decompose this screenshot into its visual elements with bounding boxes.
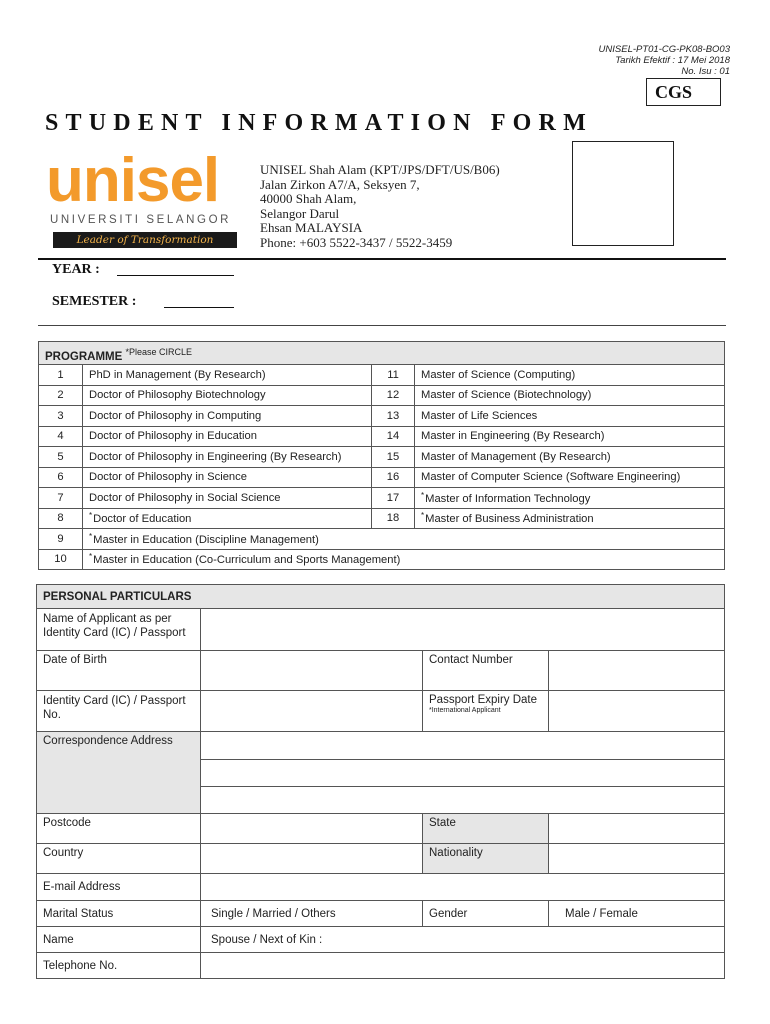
table-row — [37, 844, 725, 874]
table-row — [39, 467, 725, 488]
table-row — [37, 691, 725, 732]
programme-option[interactable]: Master of Science (Computing) — [415, 365, 725, 386]
logo-wordmark: unisel — [46, 146, 220, 215]
programme-number: 11 — [372, 365, 415, 386]
address-line: Jalan Zirkon A7/A, Seksyen 7, — [260, 176, 420, 192]
programme-heading — [39, 342, 725, 365]
logo-subtitle: UNIVERSITI SELANGOR — [50, 214, 232, 226]
effective-date: Tarikh Efektif : 17 Mei 2018 — [615, 55, 730, 66]
programme-number: 7 — [39, 488, 83, 509]
year-label: YEAR : — [52, 262, 100, 277]
table-row — [37, 953, 725, 979]
phone-line: Phone: +603 5522-3437 / 5522-3459 — [260, 234, 453, 250]
university-address — [260, 163, 500, 251]
programme-number: 14 — [372, 426, 415, 447]
address-line: UNISEL Shah Alam (KPT/JPS/DFT/US/B06) — [260, 162, 500, 177]
table-row — [39, 447, 725, 468]
programme-option[interactable] — [415, 488, 725, 509]
nationality-field[interactable] — [549, 844, 725, 874]
document-reference — [599, 44, 730, 77]
asterisk-marker: * — [89, 511, 93, 521]
name-label: Name of Applicant as per Identity Card (IC) / Passport — [37, 609, 201, 651]
table-row — [39, 549, 725, 570]
address-line: Ehsan MALAYSIA — [260, 220, 363, 236]
table-row — [37, 927, 725, 953]
marital-label: Marital Status — [37, 901, 201, 927]
programme-number: 17 — [372, 488, 415, 509]
spouse-field[interactable]: Spouse / Next of Kin : — [201, 927, 725, 953]
postcode-label: Postcode — [37, 814, 201, 844]
programme-option-text: Master in Education (Co-Curriculum and Sports Management) — [93, 554, 401, 567]
country-field[interactable] — [201, 844, 423, 874]
programme-option[interactable]: Master of Science (Biotechnology) — [415, 385, 725, 406]
telephone-field[interactable] — [201, 953, 725, 979]
programme-number: 1 — [39, 365, 83, 386]
programme-option[interactable]: Doctor of Philosophy in Education — [83, 426, 372, 447]
programme-option[interactable]: Doctor of Philosophy in Engineering (By Research) — [83, 447, 372, 468]
table-row — [39, 529, 725, 550]
programme-header — [39, 342, 725, 365]
doc-code: UNISEL-PT01-CG-PK08-BO03 — [598, 44, 730, 55]
programme-number: 15 — [372, 447, 415, 468]
personal-particulars-table — [36, 584, 725, 979]
issue-number: No. Isu : 01 — [681, 66, 730, 77]
international-note: *International Applicant — [429, 707, 501, 714]
table-row — [39, 426, 725, 447]
programme-option[interactable] — [83, 508, 372, 529]
programme-number: 18 — [372, 508, 415, 529]
postcode-field[interactable] — [201, 814, 423, 844]
address-line: 40000 Shah Alam, — [260, 191, 357, 207]
semester-input-line[interactable] — [164, 307, 234, 308]
table-row — [37, 874, 725, 901]
programme-heading-text: PROGRAMME — [45, 350, 123, 363]
dob-field[interactable] — [201, 651, 423, 691]
programme-number: 13 — [372, 406, 415, 427]
photo-box[interactable] — [572, 141, 674, 246]
telephone-label: Telephone No. — [37, 953, 201, 979]
asterisk-marker: * — [89, 552, 93, 562]
cgs-box: CGS — [646, 78, 721, 106]
programme-option-text: Doctor of Education — [93, 513, 192, 526]
programme-option[interactable]: Master in Engineering (By Research) — [415, 426, 725, 447]
programme-option-text: Master of Business Administration — [425, 513, 594, 526]
contact-field[interactable] — [549, 651, 725, 691]
address-label: Correspondence Address — [37, 732, 201, 814]
divider — [38, 258, 726, 260]
asterisk-marker: * — [89, 531, 93, 541]
table-row — [39, 508, 725, 529]
table-row — [37, 814, 725, 844]
ic-field[interactable] — [201, 691, 423, 732]
semester-label: SEMESTER : — [52, 294, 137, 309]
year-input-line[interactable] — [117, 275, 234, 276]
divider — [38, 325, 726, 326]
email-field[interactable] — [201, 874, 725, 901]
passport-expiry-label-cell — [423, 691, 549, 732]
address-field-line2[interactable] — [201, 760, 725, 787]
programme-option[interactable] — [83, 549, 725, 570]
form-title: STUDENT INFORMATION FORM — [45, 110, 593, 136]
programme-option[interactable]: Doctor of Philosophy Biotechnology — [83, 385, 372, 406]
table-row — [39, 406, 725, 427]
programme-option[interactable]: Doctor of Philosophy in Science — [83, 467, 372, 488]
programme-number: 2 — [39, 385, 83, 406]
programme-number: 9 — [39, 529, 83, 550]
name-field[interactable] — [201, 609, 725, 651]
table-row — [37, 901, 725, 927]
state-label: State — [423, 814, 549, 844]
address-line: Selangor Darul — [260, 205, 340, 221]
gender-options[interactable]: Male / Female — [549, 901, 725, 927]
programme-option[interactable] — [415, 508, 725, 529]
programme-table — [38, 341, 725, 570]
table-row — [37, 609, 725, 651]
programme-option[interactable]: PhD in Management (By Research) — [83, 365, 372, 386]
email-label: E-mail Address — [37, 874, 201, 901]
programme-option[interactable]: Doctor of Philosophy in Social Science — [83, 488, 372, 509]
address-field-line3[interactable] — [201, 787, 725, 814]
programme-option-text: Master in Education (Discipline Management) — [93, 533, 319, 546]
table-row — [39, 365, 725, 386]
logo-tagline: Leader of Transformation — [53, 232, 237, 248]
programme-number: 10 — [39, 549, 83, 570]
programme-number: 12 — [372, 385, 415, 406]
programme-number: 3 — [39, 406, 83, 427]
table-row — [37, 732, 725, 760]
asterisk-marker: * — [421, 511, 425, 521]
programme-option-text: Master of Information Technology — [425, 492, 591, 505]
passport-expiry-label: Passport Expiry Date — [429, 694, 538, 706]
programme-option[interactable]: Master of Management (By Research) — [415, 447, 725, 468]
programme-option[interactable] — [83, 529, 725, 550]
contact-label: Contact Number — [423, 651, 549, 691]
asterisk-marker: * — [421, 490, 425, 500]
passport-expiry-field[interactable] — [549, 691, 725, 732]
state-field[interactable] — [549, 814, 725, 844]
programme-number: 4 — [39, 426, 83, 447]
gender-label: Gender — [423, 901, 549, 927]
personal-heading: PERSONAL PARTICULARS — [37, 585, 725, 609]
programme-option[interactable]: Doctor of Philosophy in Computing — [83, 406, 372, 427]
ic-label: Identity Card (IC) / Passport No. — [37, 691, 201, 732]
programme-option[interactable]: Master of Life Sciences — [415, 406, 725, 427]
personal-header — [37, 585, 725, 609]
programme-option[interactable]: Master of Computer Science (Software Engineering) — [415, 467, 725, 488]
programme-note: *Please CIRCLE — [125, 347, 193, 358]
programme-number: 6 — [39, 467, 83, 488]
programme-number: 16 — [372, 467, 415, 488]
name2-label: Name — [37, 927, 201, 953]
unisel-logo — [46, 146, 242, 250]
table-row — [39, 385, 725, 406]
address-field-line1[interactable] — [201, 732, 725, 760]
country-label: Country — [37, 844, 201, 874]
programme-number: 8 — [39, 508, 83, 529]
table-row — [37, 651, 725, 691]
marital-options[interactable]: Single / Married / Others — [201, 901, 423, 927]
dob-label: Date of Birth — [37, 651, 201, 691]
nationality-label: Nationality — [423, 844, 549, 874]
table-row — [39, 488, 725, 509]
programme-number: 5 — [39, 447, 83, 468]
